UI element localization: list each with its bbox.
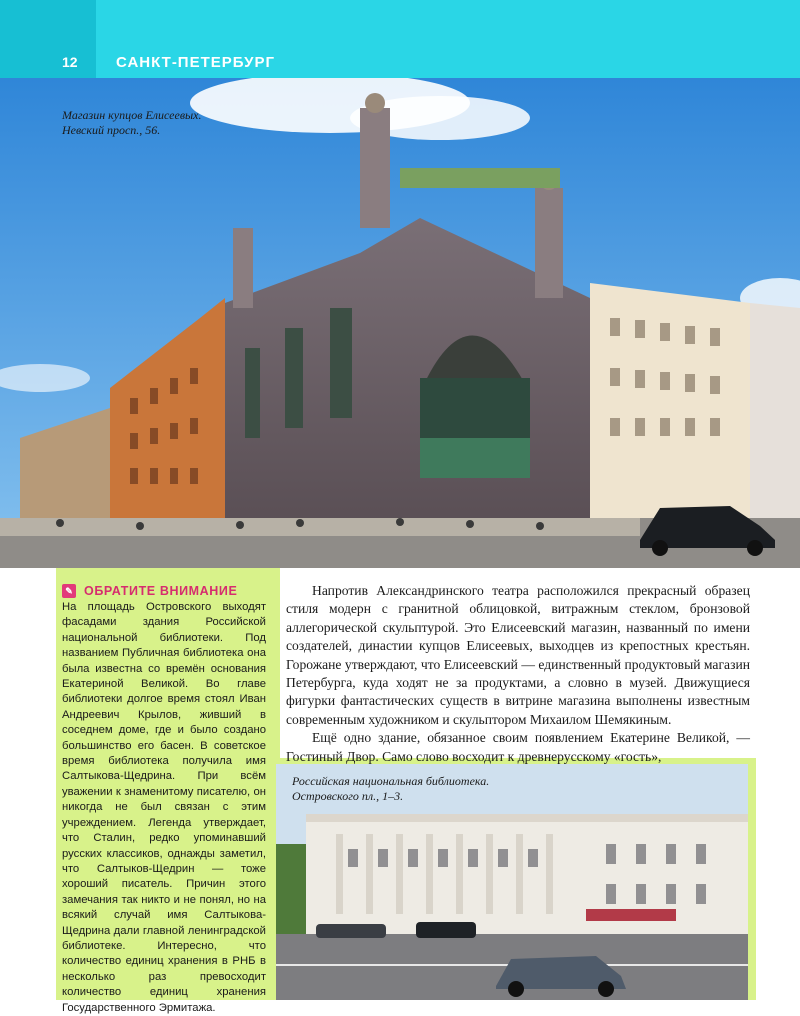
library-caption-line1: Российская национальная библиотека. [292,774,490,788]
note-header [62,584,237,598]
main-photo-caption [62,108,201,138]
main-caption-line2: Невский просп., 56. [62,123,161,137]
article-body [286,582,750,766]
page-header [0,0,800,78]
article-paragraph-1: Напротив Александринского театра расположился прекрасный образец стиля модерн с гранитной облицовкой, витражным стеклом, бронзовой аллегорической скульптурой. Это Елисеевский магазин, названный по имени создателей, династии купцов Елисеевых, выходцев из крепостных крестьян. Горожане утверждают, что Елисеевский — единственный продуктовый магазин Петербурга, куда ходят не за продуктами, а словно в музей. Движущиеся фигурки фантастических существ в витрине магазина выполнены известным современным художником и скульптором Михаилом Шемякиным. [286,583,750,727]
article-paragraph-2: Ещё одно здание, обязанное своим появлением Екатерине Великой, — Гостиный Двор. Само слово восходит к древнерусскому «гость», [286,730,750,764]
library-photo-caption [292,774,489,804]
eliseev-store-photo [0,78,800,568]
section-title: САНКТ-ПЕТЕРБУРГ [116,54,276,71]
note-title: ОБРАТИТЕ ВНИМАНИЕ [84,584,238,598]
attention-icon: ✎ [62,584,76,598]
note-text: На площадь Островского выходят фасадами здания Российской национальной библиотеки. Под названием Публичная библиотека она была известна со времён основания Екатериной Великой. Во главе библиотеки долгое время стоял Иван Андреевич Крылов, живший в соседнем доме, где и было создано большинство его басен. В советское время библиотека получила имя Салтыкова-Щедрина. При всём уважении к знаменитому писателю, он никогда не был связан с этим учреждением. Легенда утверждает, что Сталин, редко упоминавший русских классиков, однажды заметил, что Салтыков-Щедрин — тоже хороший писатель. Причин этого замечания так никто и не понял, но на всякий случай имя Салтыкова-Щедрина дали главной ленинградской библиотеке. Интересно, что количество единиц хранения в РНБ в несколько раз превосходит количество единиц хранения Государственного Эрмитажа. [62,601,266,1014]
main-caption-line1: Магазин купцов Елисеевых. [62,108,202,122]
library-caption-line2: Островского пл., 1–3. [292,789,404,803]
page-number: 12 [62,54,78,70]
page-number-tab [0,0,96,78]
